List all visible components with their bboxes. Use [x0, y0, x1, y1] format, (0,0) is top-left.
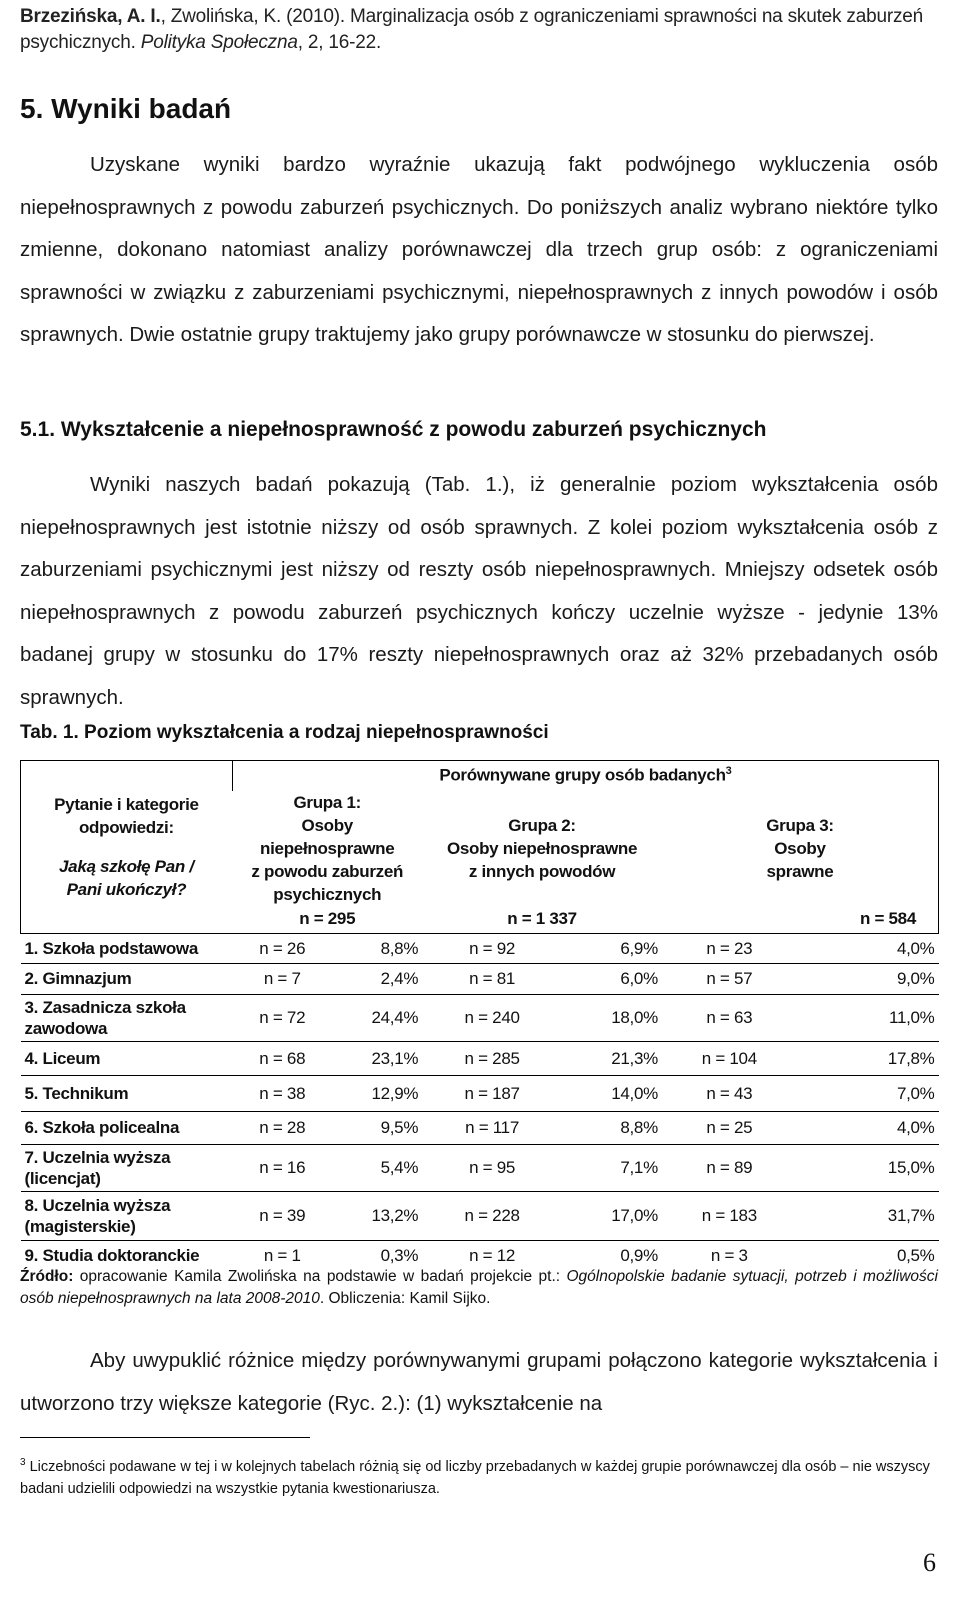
g3-percent: 11,0%: [889, 1008, 935, 1027]
footnote-ref: 3: [725, 765, 732, 778]
g2-percent: 6,0%: [620, 969, 658, 988]
g3-percent: 0,5%: [896, 1245, 935, 1265]
group-3-line2: Osoby: [774, 838, 826, 858]
g1-count: n = 72: [259, 1008, 306, 1027]
g3-count: n = 63: [706, 1008, 753, 1027]
row-category: 2. Gimnazjum: [24, 969, 132, 988]
g3-percent: 17,8%: [887, 1048, 935, 1068]
group-1-header: [232, 791, 422, 906]
g2-count: n = 240: [464, 1008, 520, 1027]
g2-count: n = 81: [469, 969, 516, 988]
g1-percent: 23,1%: [371, 1048, 419, 1068]
g3-count: n = 104: [701, 1048, 757, 1068]
group-2-line2: Osoby niepełnosprawne: [446, 838, 638, 858]
table-row: [21, 934, 939, 964]
footnote-text: Liczebności podawane w tej i w kolejnych tabelach różnią się od liczby przebadanych w każdej grupie porównawczej dla osób – nie wszyscy badani udzielili odpowiedzi na wszystkie pytania kwestionariusza.: [20, 1458, 930, 1497]
citation-authors-bold: Brzezińska, A. I.: [20, 6, 161, 27]
paragraph-2-text: Wyniki naszych badań pokazują (Tab. 1.), iż generalnie poziom wykształcenia osób niepełnosprawnych jest istotnie niższy od osób sprawnych. Z kolei poziom wykształcenia osób z zaburzeniami psychicznymi jest niższy od reszty osób niepełnosprawnych. Mniejszy odsetek osób niepełnosprawnych z powodu zaburzeń psychicznych kończy uczelnie wyższe - jedynie 13% badanej grupy w stosunku do 17% reszty niepełnosprawnych oraz aż 32% przebadanych osób sprawnych.: [20, 473, 938, 709]
footnote: [20, 1452, 938, 1500]
group-3-n: n = 584: [662, 906, 939, 934]
citation-header: [20, 4, 940, 56]
g2-percent: 0,9%: [620, 1245, 658, 1265]
source-label: Źródło:: [20, 1268, 74, 1285]
citation-journal: Polityka Społeczna: [140, 32, 298, 53]
g2-percent: 8,8%: [620, 1118, 658, 1137]
table-row: [21, 1042, 939, 1076]
source-title: Ogólnopolskie badanie sytuacji, potrzeb i możliwości osób niepełnosprawnych na lata 2008-2010: [20, 1268, 938, 1307]
group-3-header: [662, 791, 939, 906]
group-header: Porównywane grupy osób badanych: [439, 766, 726, 786]
table-row: [21, 1192, 939, 1241]
table-row: [21, 964, 939, 995]
section-title: 5. Wyniki badań: [20, 93, 232, 124]
row-category: 8. Uczelnia wyższa (magisterskie): [24, 1196, 171, 1236]
g2-percent: 18,0%: [611, 1008, 658, 1027]
g1-count: n = 39: [259, 1206, 306, 1225]
citation-issue: , 2, 16-22.: [297, 32, 382, 53]
g1-count: n = 28: [259, 1118, 306, 1137]
g3-percent: 4,0%: [896, 938, 935, 958]
page-number: 6: [923, 1548, 936, 1577]
g1-percent: 13,2%: [371, 1206, 419, 1225]
row-category: 6. Szkoła policealna: [24, 1118, 180, 1137]
g1-percent: 5,4%: [380, 1158, 419, 1177]
g3-count: n = 3: [710, 1245, 748, 1265]
footnote-divider: [20, 1437, 310, 1438]
table-row: [21, 1076, 939, 1112]
group-2-line3: z innych powodów: [468, 861, 616, 881]
g2-count: n = 12: [469, 1245, 516, 1265]
paragraph-3-text: Aby uwypuklić różnice między porównywanymi grupami połączono kategorie wykształcenia i utworzono trzy większe kategorie (Ryc. 2.): (1) wykształcenie na: [20, 1349, 938, 1415]
group-3-line1: Grupa 3:: [766, 815, 834, 835]
question-header-cell: [21, 761, 233, 934]
group-2-line1: Grupa 2:: [508, 815, 576, 835]
group-header-cell: [232, 761, 938, 791]
g2-percent: 7,1%: [620, 1158, 658, 1177]
group-3-line3: sprawne: [766, 861, 834, 881]
subsection-title: 5.1. Wykształcenie a niepełnosprawność z powodu zaburzeń psychicznych: [20, 418, 767, 441]
g1-percent: 8,8%: [380, 938, 419, 958]
g2-count: n = 228: [464, 1206, 520, 1225]
g1-count: n = 16: [259, 1158, 306, 1177]
footnote-mark: 3: [20, 1457, 26, 1468]
g1-percent: 2,4%: [380, 969, 419, 988]
g2-percent: 17,0%: [611, 1206, 658, 1225]
g3-percent: 9,0%: [896, 969, 935, 988]
education-table: [20, 760, 939, 1271]
g1-percent: 24,4%: [371, 1008, 419, 1027]
table-row: [21, 995, 939, 1042]
g2-count: n = 187: [464, 1083, 520, 1103]
g3-count: n = 43: [706, 1083, 753, 1103]
g1-count: n = 38: [259, 1083, 306, 1103]
g3-percent: 4,0%: [896, 1118, 935, 1137]
table-source: [20, 1266, 938, 1310]
group-2-header: [422, 791, 662, 906]
g3-count: n = 57: [706, 969, 753, 988]
g3-percent: 15,0%: [887, 1158, 935, 1177]
paragraph-2: [20, 464, 938, 719]
row-category: 4. Liceum: [24, 1048, 101, 1068]
g2-percent: 6,9%: [620, 938, 658, 958]
group-1-n: n = 295: [232, 906, 422, 934]
g1-count: n = 26: [259, 938, 306, 958]
g2-percent: 21,3%: [611, 1048, 658, 1068]
g1-percent: 9,5%: [380, 1118, 419, 1137]
g1-count: n = 7: [263, 969, 301, 988]
g3-percent: 7,0%: [896, 1083, 935, 1103]
source-text1: opracowanie Kamila Zwolińska na podstawie w badań projekcie pt.:: [73, 1268, 567, 1285]
source-text2: . Obliczenia: Kamil Sijko.: [319, 1290, 491, 1307]
table-row: [21, 1145, 939, 1192]
g2-count: n = 117: [465, 1118, 519, 1137]
g3-count: n = 23: [706, 938, 753, 958]
group-2-n: n = 1 337: [422, 906, 662, 934]
row-category: 9. Studia doktoranckie: [24, 1245, 200, 1265]
g1-percent: 0,3%: [380, 1245, 419, 1265]
row-category: 3. Zasadnicza szkoła zawodowa: [24, 998, 186, 1038]
g2-percent: 14,0%: [611, 1083, 658, 1103]
g2-count: n = 285: [464, 1048, 520, 1068]
question-label: Pytanie i kategorie odpowiedzi:: [54, 795, 199, 837]
g3-percent: 31,7%: [887, 1206, 935, 1225]
row-category: 7. Uczelnia wyższa (licencjat): [24, 1148, 171, 1188]
group-1-line3: z powodu zaburzeń: [251, 861, 404, 881]
citation-authors-rest: , Zwolińska, K. (2010). Marginalizacja osób z ograniczeniami sprawności na skutek zaburzeń psychicznych.: [20, 6, 923, 53]
paragraph-3: [20, 1340, 938, 1425]
paragraph-1: [20, 144, 938, 357]
group-1-line2: Osoby niepełnosprawne: [260, 815, 395, 858]
table-row: [21, 1112, 939, 1145]
g1-count: n = 68: [259, 1048, 306, 1068]
g3-count: n = 89: [706, 1158, 753, 1177]
group-1-line4: psychicznych: [273, 884, 382, 904]
question-text: Jaką szkołę Pan / Pani ukończył?: [59, 857, 194, 899]
row-category: 5. Technikum: [24, 1083, 129, 1103]
row-category: 1. Szkoła podstawowa: [24, 938, 198, 958]
g2-count: n = 92: [469, 938, 516, 958]
group-1-line1: Grupa 1:: [293, 792, 361, 812]
g1-percent: 12,9%: [371, 1083, 419, 1103]
g2-count: n = 95: [469, 1158, 516, 1177]
g3-count: n = 183: [701, 1206, 757, 1225]
paragraph-1-text: Uzyskane wyniki bardzo wyraźnie ukazują fakt podwójnego wykluczenia osób niepełnosprawnych z powodu zaburzeń psychicznych. Do poniższych analiz wybrano niektóre tylko zmienne, dokonano natomiast analizy porównawczej dla trzech grup osób: z ograniczeniami sprawności w związku z zaburzeniami psychicznymi, niepełnosprawnych z innych powodów i osób sprawnych. Dwie ostatnie grupy traktujemy jako grupy porównawcze w stosunku do pierwszej.: [20, 153, 938, 346]
table-caption: Tab. 1. Poziom wykształcenia a rodzaj niepełnosprawności: [20, 722, 549, 743]
g3-count: n = 25: [706, 1118, 753, 1137]
g1-count: n = 1: [263, 1245, 301, 1265]
